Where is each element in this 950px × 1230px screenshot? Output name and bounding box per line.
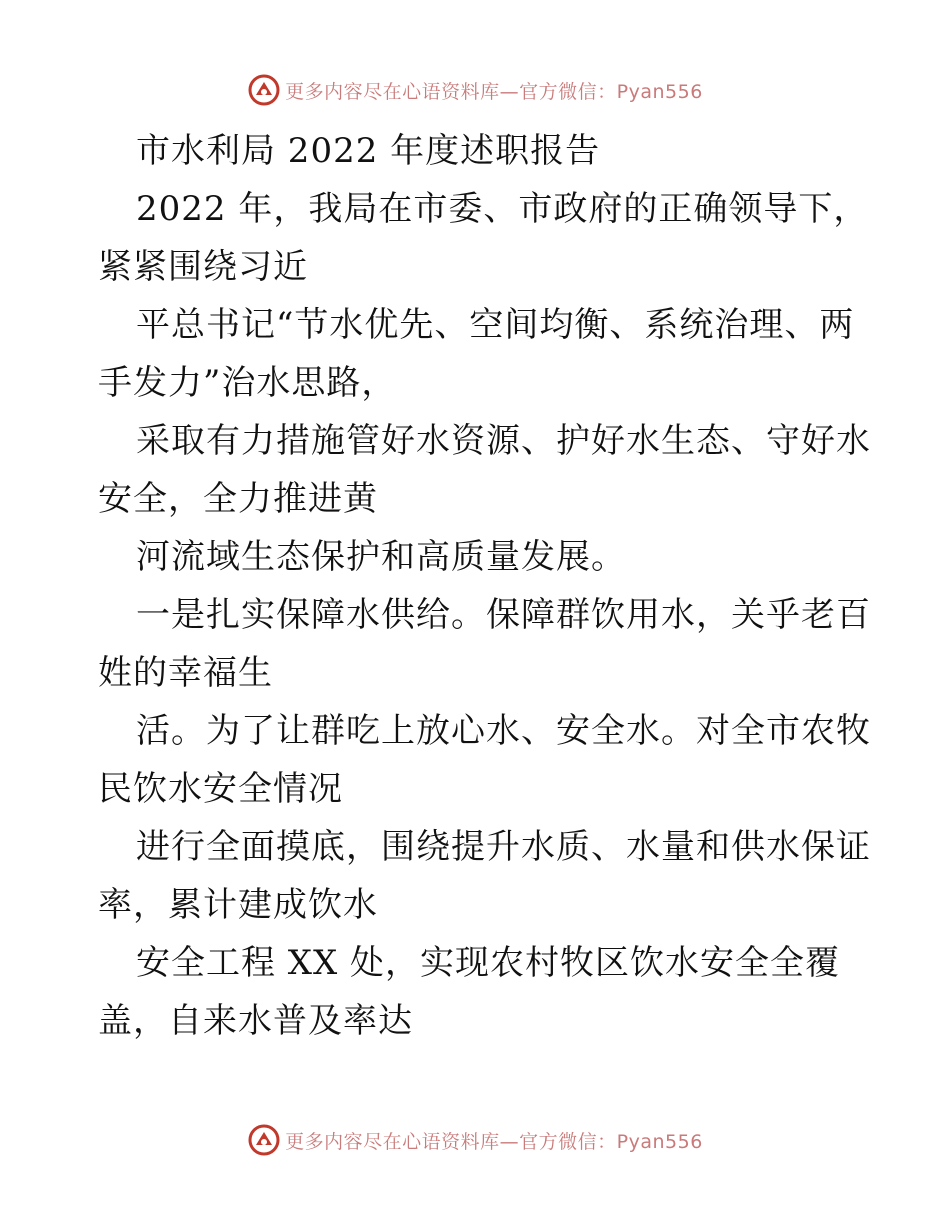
- text-line: 民饮水安全情况: [98, 769, 343, 809]
- text-line: 姓的幸福生: [98, 653, 273, 693]
- text-line: 率，累计建成饮水: [98, 885, 378, 925]
- text-line: 紧紧围绕习近: [98, 247, 308, 287]
- text-line: 河流域生态保护和高质量发展。: [136, 537, 626, 577]
- logo-circle-icon: [247, 73, 281, 107]
- watermark-footer: [0, 1120, 950, 1160]
- text-line: 盖，自来水普及率达: [98, 1001, 413, 1041]
- document-body: [98, 122, 871, 1050]
- watermark-text: 更多内容尽在心语资料库—官方微信：Pyan556: [285, 80, 703, 103]
- logo-circle-icon: [247, 1123, 281, 1157]
- text-line: 平总书记“节水优先、空间均衡、系统治理、两: [136, 305, 855, 345]
- watermark-header: [0, 70, 950, 110]
- text-line: 一是扎实保障水供给。保障群饮用水，关乎老百: [136, 595, 871, 635]
- text-line: 安全工程 XX 处，实现农村牧区饮水安全全覆: [136, 943, 841, 983]
- text-line: 2022 年，我局在市委、市政府的正确领导下，: [136, 189, 869, 229]
- text-line: 手发力”治水思路，: [98, 363, 397, 403]
- text-line: 安全，全力推进黄: [98, 479, 378, 519]
- text-line: 活。为了让群吃上放心水、安全水。对全市农牧: [136, 711, 871, 751]
- document-title: 市水利局 2022 年度述职报告: [136, 131, 601, 171]
- text-line: 进行全面摸底，围绕提升水质、水量和供水保证: [136, 827, 871, 867]
- watermark-text: 更多内容尽在心语资料库—官方微信：Pyan556: [285, 1130, 703, 1153]
- text-line: 采取有力措施管好水资源、护好水生态、守好水: [136, 421, 871, 461]
